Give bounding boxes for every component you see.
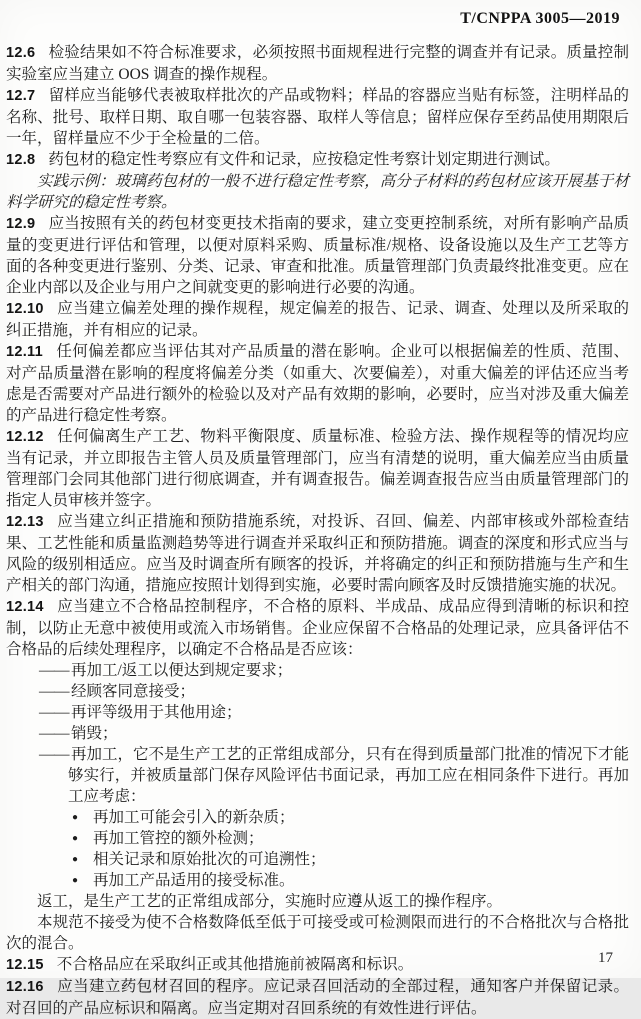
body-paragraph (6, 891, 629, 912)
dash-marker: —— (39, 725, 69, 742)
clause-number: 12.6 (6, 45, 36, 61)
paragraph-text: 不合格品应在采取纠正或其他措施前被隔离和标识。 (56, 956, 414, 973)
clause-number: 12.13 (6, 514, 44, 530)
bullet-list-item (6, 828, 629, 849)
dash-list-item (6, 744, 629, 807)
dash-list-item (6, 702, 629, 723)
paragraph-text: 应当按照有关的药包材变更技术指南的要求，建立变更控制系统，对所有影响产品质量的变更进行评估和管理，以便对原料采购、质量标准/规格、设备设施以及生产工艺等方面的各种变更进行鉴别、分类、记录、审查和批准。质量管理部门负责最终批准变更。应在企业内部以及企业与用户之间就变更的影响进行必要的沟通。 (6, 215, 629, 296)
clause-number: 12.7 (6, 88, 36, 104)
paragraph-text: 药包材的稳定性考察应有文件和记录，应按稳定性考察计划定期进行测试。 (48, 151, 560, 168)
paragraph-text: 返工，是生产工艺的正常组成部分，实施时应遵从返工的操作程序。 (37, 893, 503, 910)
standard-number-header: T/CNPPA 3005—2019 (460, 10, 620, 27)
paragraph-text: 再加工，它不是生产工艺的正常组成部分，只有在得到质量部门批准的情况下才能够实行，并被质量部门保存风险评估书面记录，再加工应在相同条件下进行。再加工应考虑： (68, 746, 630, 805)
paragraph-text: 应当建立不合格品控制程序，不合格的原料、半成品、成品应得到清晰的标识和控制，以防止无意中被使用或流入市场销售。企业应保留不合格品的处理记录，应具备评估不合格品的后续处理程序，以确定不合格品是否应该： (6, 598, 629, 658)
clause-number: 12.9 (6, 216, 36, 232)
clause-12.12 (6, 426, 629, 511)
document-body (6, 42, 629, 1019)
paragraph-text: 再加工管控的额外检测； (93, 830, 264, 847)
paragraph-text: 留样应当能够代表被取样批次的产品或物料；样品的容器应当贴有标签，注明样品的名称、批号、取样日期、取自哪一包装容器、取样人等信息；留样应保存至药品使用期限后一年，留样量应不少于全检量的二倍。 (6, 87, 629, 147)
paragraph-text: 检验结果如不符合标准要求，必须按照书面规程进行完整的调查并有记录。质量控制实验室应当建立 OOS 调查的操作规程。 (6, 44, 629, 83)
paragraph-text: 相关记录和原始批次的可追溯性； (93, 851, 326, 868)
clause-number: 12.16 (6, 979, 44, 995)
bullet-list-item (6, 849, 629, 870)
clause-number: 12.11 (6, 344, 43, 360)
paragraph-text: 应当建立偏差处理的操作规程，规定偏差的报告、记录、调查、处理以及所采取的纠正措施，并有相应的记录。 (6, 300, 629, 339)
paragraph-text: 经顾客同意接受； (71, 683, 196, 700)
clause-12.13 (6, 511, 629, 596)
paragraph-text: 再加工可能会引入的新杂质； (93, 809, 295, 826)
dash-list-item (6, 681, 629, 702)
clause-number: 12.8 (6, 152, 36, 168)
bullet-list-item (6, 870, 629, 891)
clause-12.11 (6, 341, 629, 426)
paragraph-text: 销毁； (71, 725, 118, 742)
paragraph-text: 应当建立药包材召回的程序。应记录召回活动的全部过程，通知客户并保留记录。对召回的产品应标识和隔离。应当定期对召回系统的有效性进行评估。 (6, 978, 629, 1017)
dash-marker: —— (39, 662, 69, 679)
paragraph-text: 再评等级用于其他用途； (71, 704, 242, 721)
bullet-marker: ● (72, 854, 79, 865)
paragraph-text: 应当建立纠正措施和预防措施系统，对投诉、召回、偏差、内部审核或外部检查结果、工艺性能和质量监测趋势等进行调查并采取纠正和预防措施。调查的深度和形式应当与风险的级别相适应。应当及时调查所有顾客的投诉，并将确定的纠正和预防措施与生产和生产相关的部门沟通，措施应按照计划得到实施，必要时需向顾客及时反馈措施实施的状况。 (6, 513, 629, 594)
dash-marker: —— (39, 683, 69, 700)
bullet-marker: ● (72, 812, 79, 823)
bullet-marker: ● (72, 875, 79, 886)
clause-12.10 (6, 298, 629, 341)
clause-12.6 (6, 42, 629, 85)
paragraph-text: 任何偏离生产工艺、物料平衡限度、质量标准、检验方法、操作规程等的情况均应当有记录，并立即报告主管人员及质量管理部门，应当有清楚的说明，重大偏差应当由质量管理部门会同其他部门进行彻底调查，并有调查报告。偏差调查报告应当由质量管理部门的指定人员审核并签字。 (6, 428, 629, 509)
paragraph-text: 再加工/返工以便达到规定要求； (71, 662, 293, 679)
clause-12.7 (6, 85, 629, 149)
clause-12.15 (6, 954, 629, 976)
paragraph-text: 本规范不接受为使不合格数降低至低于可接受或可检测限而进行的不合格批次与合格批次的混合。 (6, 914, 629, 952)
bullet-list-item (6, 807, 629, 828)
clause-number: 12.14 (6, 599, 44, 615)
clause-12.8 (6, 149, 629, 171)
clause-12.9 (6, 213, 629, 298)
clause-12.14 (6, 596, 629, 660)
clause-12.16 (6, 976, 629, 1019)
clause-number: 12.12 (6, 429, 44, 445)
dash-marker: —— (39, 746, 69, 763)
dash-marker: —— (39, 704, 69, 721)
body-paragraph (6, 912, 629, 954)
paragraph-text: 实践示例：玻璃药包材的一般不进行稳定性考察，高分子材料的药包材应该开展基于材料学研究的稳定性考察。 (6, 173, 629, 211)
page-number: 17 (598, 950, 613, 966)
practice-example-note (6, 171, 629, 213)
clause-number: 12.15 (6, 957, 44, 973)
dash-list-item (6, 723, 629, 744)
clause-number: 12.10 (6, 301, 44, 317)
bullet-marker: ● (72, 833, 79, 844)
dash-list-item (6, 660, 629, 681)
paragraph-text: 再加工产品适用的接受标准。 (93, 872, 295, 889)
paragraph-text: 任何偏差都应当评估其对产品质量的潜在影响。企业可以根据偏差的性质、范围、对产品质量潜在影响的程度将偏差分类（如重大、次要偏差），对重大偏差的评估还应当考虑是否需要对产品进行额外的检验以及对产品有效期的影响，必要时，应当对涉及重大偏差的产品进行稳定性考察。 (6, 343, 629, 424)
